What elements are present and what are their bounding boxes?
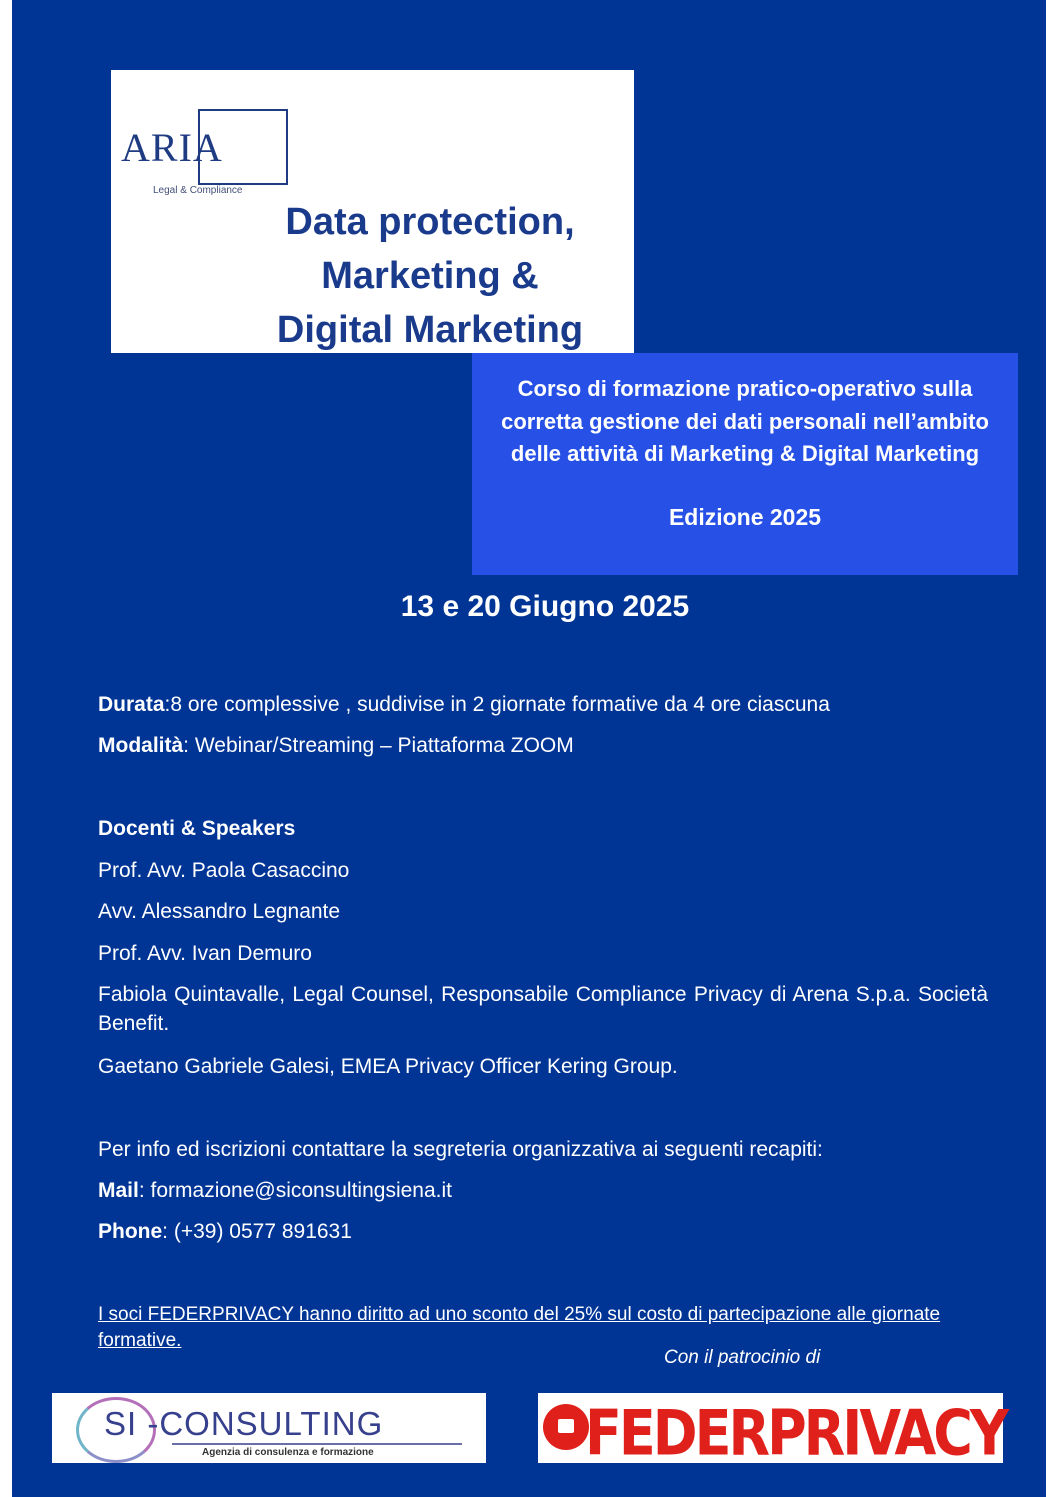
aria-logo-text: ARIA bbox=[121, 125, 223, 170]
federprivacy-logo-inner bbox=[541, 1397, 1006, 1470]
mode-label: Modalità bbox=[98, 734, 184, 757]
phone-value: : (+39) 0577 891631 bbox=[162, 1220, 352, 1243]
duration-line bbox=[98, 690, 830, 719]
padlock-icon bbox=[543, 1404, 589, 1450]
patronage-label: Con il patrocinio di bbox=[664, 1347, 821, 1368]
course-description: Corso di formazione pratico-operativo sulla corretta gestione dei dati personali nell’ambito delle attività di Marketing & Digital Marketing bbox=[501, 376, 989, 466]
federprivacy-discount-link[interactable]: I soci FEDERPRIVACY hanno diritto ad uno sconto del 25% sul costo di partecipazione alle giornate formative. bbox=[98, 1304, 941, 1351]
mail-line bbox=[98, 1176, 452, 1205]
mail-value[interactable]: : formazione@siconsultingsiena.it bbox=[138, 1179, 452, 1202]
speakers-heading: Docenti & Speakers bbox=[98, 817, 296, 840]
mode-line bbox=[98, 731, 574, 760]
si-consulting-logo-subtitle: Agenzia di consulenza e formazione bbox=[202, 1447, 374, 1458]
phone-label: Phone bbox=[98, 1220, 163, 1243]
course-info-box bbox=[472, 353, 1018, 575]
aria-logo-subtitle: Legal & Compliance bbox=[153, 185, 243, 196]
mail-label: Mail bbox=[98, 1179, 139, 1202]
title-line: Marketing & bbox=[321, 255, 539, 297]
si-consulting-logo-text: SI -CONSULTING bbox=[104, 1405, 384, 1442]
page-title bbox=[230, 195, 630, 357]
speaker-item: Fabiola Quintavalle, Legal Counsel, Responsabile Compliance Privacy di Arena S.p.a. Società Benefit. bbox=[98, 983, 988, 1035]
course-edition: Edizione 2025 bbox=[668, 503, 822, 530]
speaker-item: Prof. Avv. Paola Casaccino bbox=[98, 859, 350, 882]
si-consulting-logo bbox=[52, 1393, 486, 1463]
speaker-item: Avv. Alessandro Legnante bbox=[98, 900, 341, 923]
contact-intro: Per info ed iscrizioni contattare la segreteria organizzativa ai seguenti recapiti: bbox=[98, 1138, 823, 1161]
phone-line bbox=[98, 1217, 352, 1246]
event-date: 13 e 20 Giugno 2025 bbox=[400, 590, 690, 623]
speaker-item: Prof. Avv. Ivan Demuro bbox=[98, 942, 312, 965]
mode-value: : Webinar/Streaming – Piattaforma ZOOM bbox=[183, 734, 574, 757]
federprivacy-logo bbox=[538, 1393, 1006, 1470]
federprivacy-logo-text: FEDERPRIVACY bbox=[585, 1397, 1006, 1470]
title-line: Data protection, bbox=[285, 201, 575, 243]
duration-value: :8 ore complessive , suddivise in 2 giornate formative da 4 ore ciascuna bbox=[164, 693, 830, 716]
speaker-item: Gaetano Gabriele Galesi, EMEA Privacy Officer Kering Group. bbox=[98, 1055, 678, 1078]
title-line: Digital Marketing bbox=[276, 309, 584, 351]
si-consulting-divider bbox=[172, 1443, 462, 1445]
duration-label: Durata bbox=[98, 693, 165, 716]
